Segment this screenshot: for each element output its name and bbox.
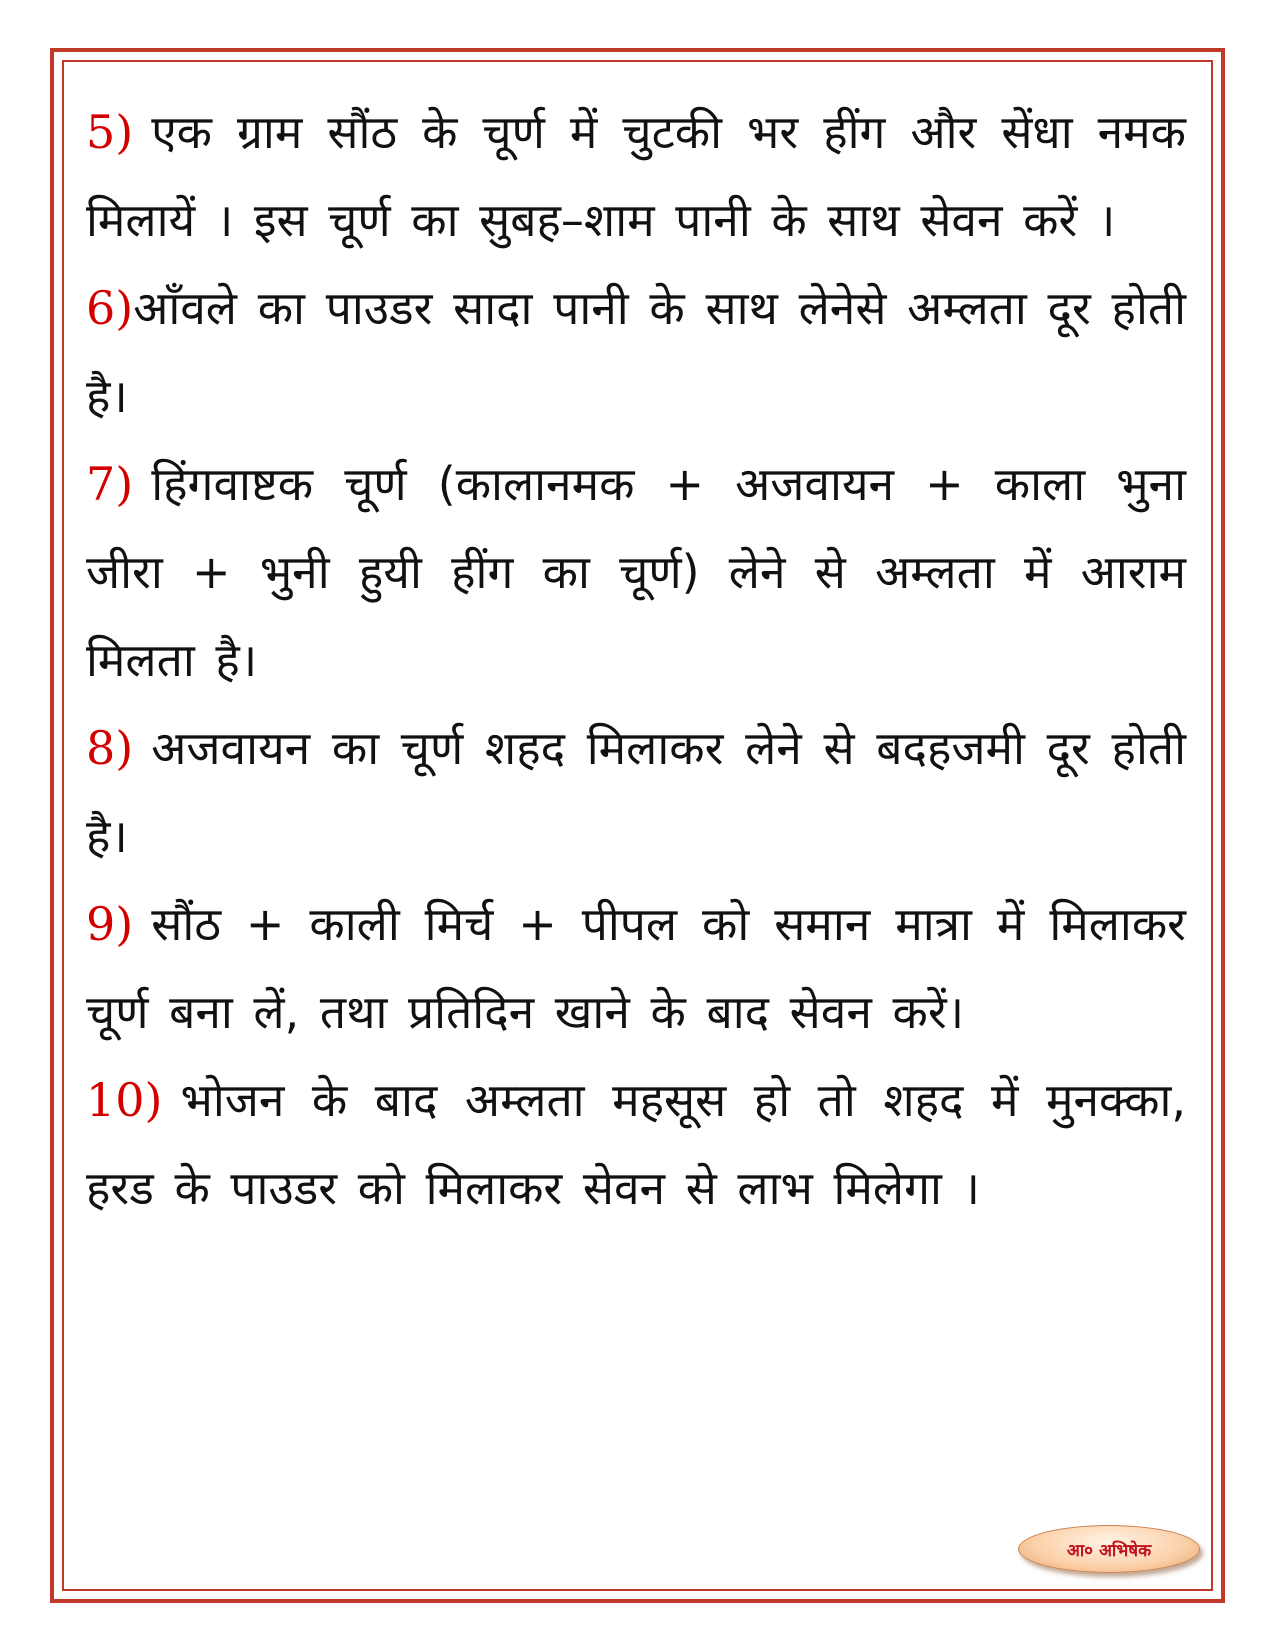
item-text: अजवायन का चूर्ण शहद मिलाकर लेने से बदहजमी दूर होती है। (86, 721, 1186, 863)
item-text: एक ग्राम सौंठ के चूर्ण में चुटकी भर हींग और सेंधा नमक मिलायें । इस चूर्ण का सुबह–शाम पानी के साथ सेवन करें । (86, 105, 1186, 247)
author-badge (1018, 1525, 1200, 1573)
item-text: हिंगवाष्टक चूर्ण (कालानमक + अजवायन + काला भुना जीरा + भुनी हुयी हींग का चूर्ण) लेने से अम्लता में आराम मिलता है। (86, 457, 1186, 687)
author-badge-text: आ० अभिषेक (1066, 1540, 1152, 1561)
item-number: 9) (86, 897, 134, 951)
item-number: 6) (86, 281, 134, 335)
item-text: सौंठ + काली मिर्च + पीपल को समान मात्रा में मिलाकर चूर्ण बना लें, तथा प्रतिदिन खाने के बाद सेवन करें। (86, 897, 1186, 1039)
item-number: 10) (86, 1073, 163, 1127)
item-number: 8) (86, 721, 134, 775)
remedy-item-5 (86, 88, 1186, 264)
remedy-item-10 (86, 1056, 1186, 1232)
item-text: भोजन के बाद अम्लता महसूस हो तो शहद में मुनक्का, हरड के पाउडर को मिलाकर सेवन से लाभ मिलेगा । (86, 1073, 1186, 1215)
item-text: आँवले का पाउडर सादा पानी के साथ लेनेसे अम्लता दूर होती है। (86, 281, 1186, 423)
remedy-item-6 (86, 264, 1186, 440)
remedy-list (86, 88, 1186, 1232)
remedy-item-9 (86, 880, 1186, 1056)
item-number: 5) (86, 105, 134, 159)
remedy-item-7 (86, 440, 1186, 704)
item-number: 7) (86, 457, 134, 511)
remedy-item-8 (86, 704, 1186, 880)
